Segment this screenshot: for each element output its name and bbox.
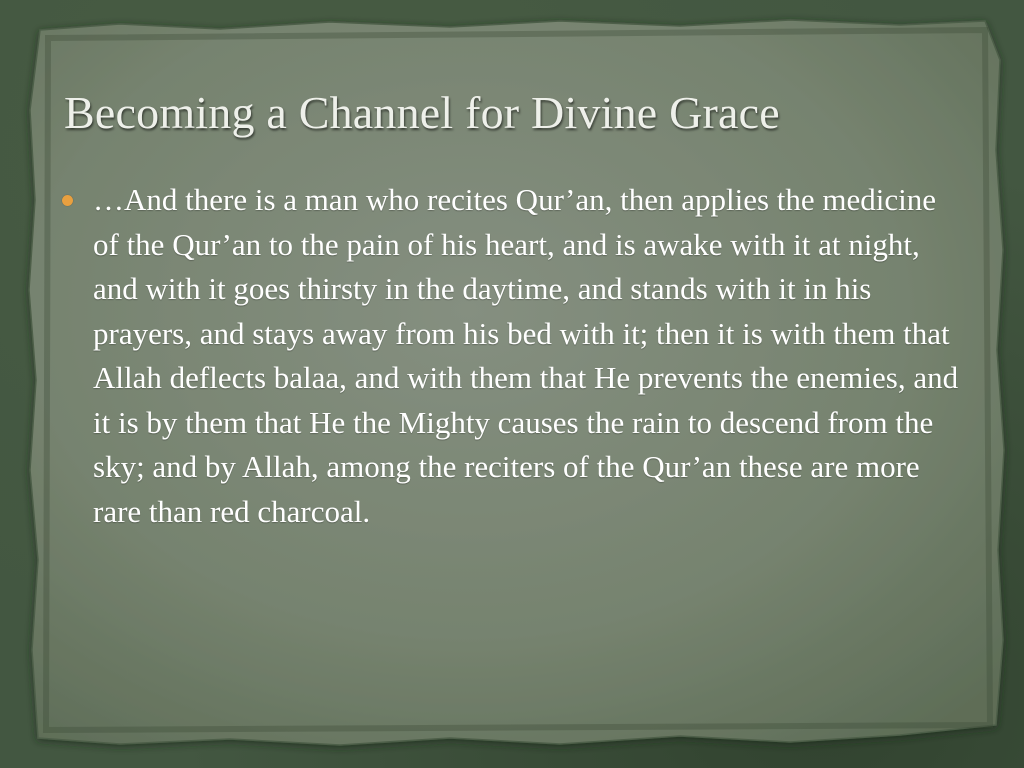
bullet-item bbox=[62, 178, 962, 534]
round-bullet-icon bbox=[62, 195, 73, 206]
bullet-text: …And there is a man who recites Qur’an, then applies the medicine of the Qur’an to the pain of his heart, and is awake with it at night, and with it goes thirsty in the daytime, and stands with it in his prayers, and stays away from his bed with it; then it is with them that Allah deflects balaa, and with them that He prevents the enemies, and it is by them that He the Mighty causes the rain to descend from the sky; and by Allah, among the reciters of the Qur’an these are more rare than red charcoal. bbox=[93, 182, 959, 529]
slide-title: Becoming a Channel for Divine Grace bbox=[64, 87, 780, 138]
bullet-list bbox=[62, 178, 962, 534]
